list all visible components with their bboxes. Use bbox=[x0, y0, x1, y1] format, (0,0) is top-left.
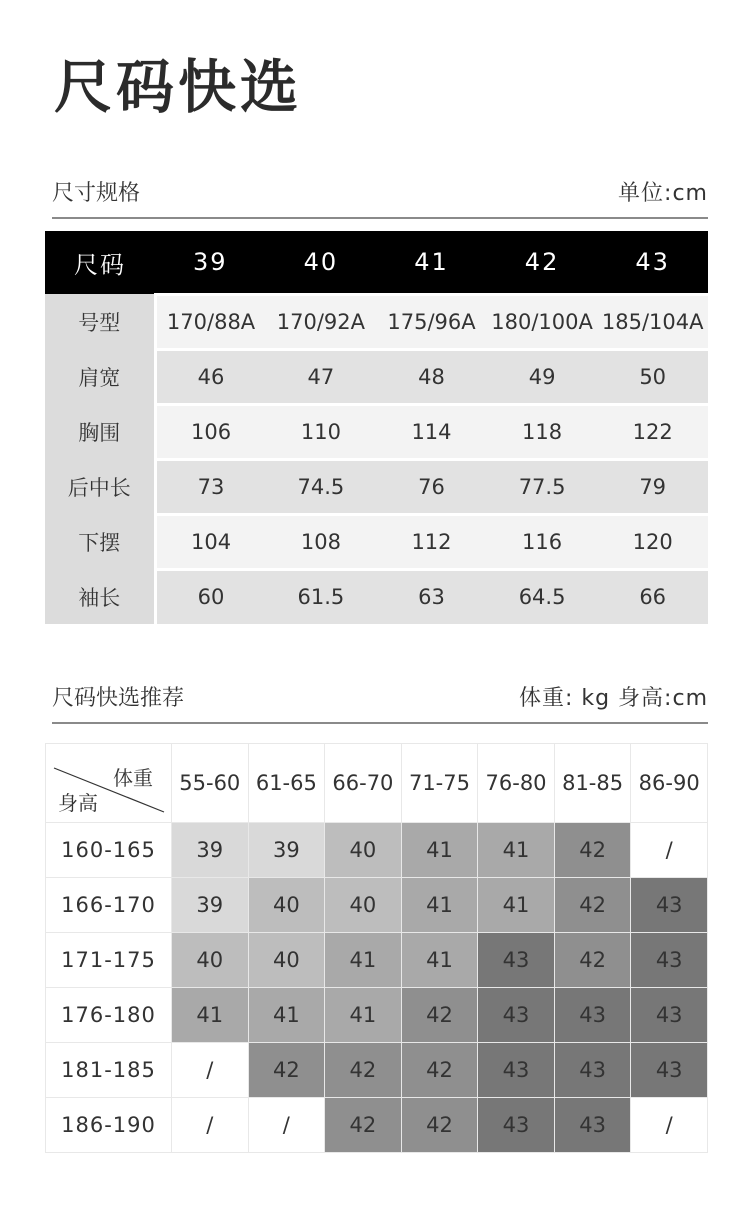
spec-size-header: 42 bbox=[524, 247, 560, 276]
size-cell: 42 bbox=[325, 1098, 402, 1153]
size-cell: 43 bbox=[631, 933, 708, 988]
size-cell: 42 bbox=[248, 1043, 325, 1098]
size-cell: 43 bbox=[478, 933, 555, 988]
spec-cell: 170/88A bbox=[155, 294, 266, 349]
size-cell: 43 bbox=[554, 1098, 631, 1153]
spec-size-header: 39 bbox=[193, 247, 228, 276]
spec-cell: 48 bbox=[376, 349, 487, 404]
size-cell: 43 bbox=[554, 1043, 631, 1098]
spec-cell: 66 bbox=[597, 569, 708, 624]
page-title: 尺码快选 bbox=[54, 53, 303, 121]
spec-cell: 122 bbox=[597, 404, 708, 459]
spec-row-label: 后中长 bbox=[45, 459, 155, 514]
spec-size-header: 41 bbox=[414, 247, 449, 276]
spec-cell: 118 bbox=[487, 404, 598, 459]
size-cell: / bbox=[631, 1098, 708, 1153]
size-cell: 42 bbox=[401, 988, 478, 1043]
size-cell: / bbox=[172, 1043, 249, 1098]
size-cell: / bbox=[172, 1098, 249, 1153]
size-cell: 41 bbox=[325, 988, 402, 1043]
size-cell: 43 bbox=[554, 988, 631, 1043]
spec-cell: 112 bbox=[376, 514, 487, 569]
spec-row-label: 胸围 bbox=[45, 404, 155, 459]
spec-row bbox=[45, 349, 708, 404]
spec-row-label: 号型 bbox=[45, 294, 155, 349]
size-cell: 42 bbox=[401, 1098, 478, 1153]
height-label: 166-170 bbox=[46, 878, 172, 933]
size-cell: 43 bbox=[478, 988, 555, 1043]
spec-heading: 尺寸规格 bbox=[52, 181, 141, 206]
spec-size-header: 43 bbox=[635, 247, 670, 276]
size-cell: 41 bbox=[325, 933, 402, 988]
weight-header: 55-60 bbox=[172, 744, 249, 823]
size-cell: 42 bbox=[325, 1043, 402, 1098]
spec-cell: 116 bbox=[487, 514, 598, 569]
size-cell: 41 bbox=[401, 823, 478, 878]
spec-row-label: 下摆 bbox=[45, 514, 155, 569]
spec-cell: 180/100A bbox=[487, 294, 598, 349]
size-cell: 43 bbox=[631, 1043, 708, 1098]
spec-cell: 61.5 bbox=[266, 569, 377, 624]
spec-cell: 108 bbox=[266, 514, 377, 569]
spec-section-header bbox=[52, 176, 708, 219]
spec-cell: 76 bbox=[376, 459, 487, 514]
corner-height-label: 身高 bbox=[58, 791, 98, 815]
height-label: 186-190 bbox=[46, 1098, 172, 1153]
spec-row-label: 袖长 bbox=[45, 569, 155, 624]
spec-header-row bbox=[45, 231, 708, 294]
size-cell: 43 bbox=[631, 878, 708, 933]
spec-cell: 74.5 bbox=[266, 459, 377, 514]
spec-cell: 60 bbox=[155, 569, 266, 624]
weight-header: 71-75 bbox=[401, 744, 478, 823]
height-row bbox=[46, 1043, 708, 1098]
size-cell: 41 bbox=[401, 933, 478, 988]
size-cell: 40 bbox=[248, 933, 325, 988]
height-row bbox=[46, 878, 708, 933]
spec-row bbox=[45, 569, 708, 624]
weight-header: 61-65 bbox=[248, 744, 325, 823]
spec-cell: 175/96A bbox=[376, 294, 487, 349]
spec-row bbox=[45, 514, 708, 569]
height-row bbox=[46, 823, 708, 878]
size-cell: 43 bbox=[478, 1098, 555, 1153]
size-cell: 40 bbox=[325, 823, 402, 878]
weight-header: 81-85 bbox=[554, 744, 631, 823]
spec-row bbox=[45, 459, 708, 514]
spec-cell: 77.5 bbox=[487, 459, 598, 514]
size-cell: / bbox=[631, 823, 708, 878]
spec-row bbox=[45, 404, 708, 459]
size-cell: 42 bbox=[554, 933, 631, 988]
spec-cell: 63 bbox=[376, 569, 487, 624]
height-label: 160-165 bbox=[46, 823, 172, 878]
corner-weight-label: 体重 bbox=[113, 766, 153, 790]
spec-cell: 104 bbox=[155, 514, 266, 569]
spec-header-label: 尺码 bbox=[74, 251, 126, 279]
spec-unit: 单位:cm bbox=[618, 181, 708, 206]
height-label: 171-175 bbox=[46, 933, 172, 988]
weight-header: 66-70 bbox=[325, 744, 402, 823]
size-spec-table bbox=[45, 231, 708, 624]
weight-header-row bbox=[46, 744, 708, 823]
spec-cell: 47 bbox=[266, 349, 377, 404]
size-cell: 42 bbox=[401, 1043, 478, 1098]
size-cell: / bbox=[248, 1098, 325, 1153]
size-cell: 43 bbox=[478, 1043, 555, 1098]
weight-header: 86-90 bbox=[631, 744, 708, 823]
spec-cell: 64.5 bbox=[487, 569, 598, 624]
spec-row-label: 肩宽 bbox=[45, 349, 155, 404]
spec-cell: 49 bbox=[487, 349, 598, 404]
recommend-unit: 体重: kg 身高:cm bbox=[518, 686, 708, 711]
size-recommend-table bbox=[45, 743, 708, 1153]
spec-cell: 110 bbox=[266, 404, 377, 459]
spec-cell: 114 bbox=[376, 404, 487, 459]
size-cell: 41 bbox=[478, 878, 555, 933]
size-cell: 43 bbox=[631, 988, 708, 1043]
recommend-heading: 尺码快选推荐 bbox=[52, 686, 185, 711]
spec-cell: 79 bbox=[597, 459, 708, 514]
spec-cell: 185/104A bbox=[597, 294, 708, 349]
spec-cell: 120 bbox=[597, 514, 708, 569]
height-row bbox=[46, 1098, 708, 1153]
spec-row bbox=[45, 294, 708, 349]
spec-cell: 170/92A bbox=[266, 294, 377, 349]
size-cell: 41 bbox=[478, 823, 555, 878]
height-row bbox=[46, 988, 708, 1043]
size-cell: 39 bbox=[172, 878, 249, 933]
size-cell: 39 bbox=[248, 823, 325, 878]
spec-cell: 106 bbox=[155, 404, 266, 459]
size-cell: 41 bbox=[172, 988, 249, 1043]
size-cell: 40 bbox=[325, 878, 402, 933]
size-cell: 41 bbox=[248, 988, 325, 1043]
spec-size-header: 40 bbox=[303, 247, 339, 276]
weight-header: 76-80 bbox=[478, 744, 555, 823]
spec-cell: 73 bbox=[155, 459, 266, 514]
spec-cell: 50 bbox=[597, 349, 708, 404]
size-cell: 39 bbox=[172, 823, 249, 878]
size-cell: 42 bbox=[554, 878, 631, 933]
size-cell: 42 bbox=[554, 823, 631, 878]
size-cell: 40 bbox=[248, 878, 325, 933]
height-label: 176-180 bbox=[46, 988, 172, 1043]
corner-cell bbox=[46, 744, 172, 823]
recommend-section-header bbox=[52, 681, 708, 724]
size-cell: 41 bbox=[401, 878, 478, 933]
height-label: 181-185 bbox=[46, 1043, 172, 1098]
size-cell: 40 bbox=[172, 933, 249, 988]
spec-cell: 46 bbox=[155, 349, 266, 404]
height-row bbox=[46, 933, 708, 988]
